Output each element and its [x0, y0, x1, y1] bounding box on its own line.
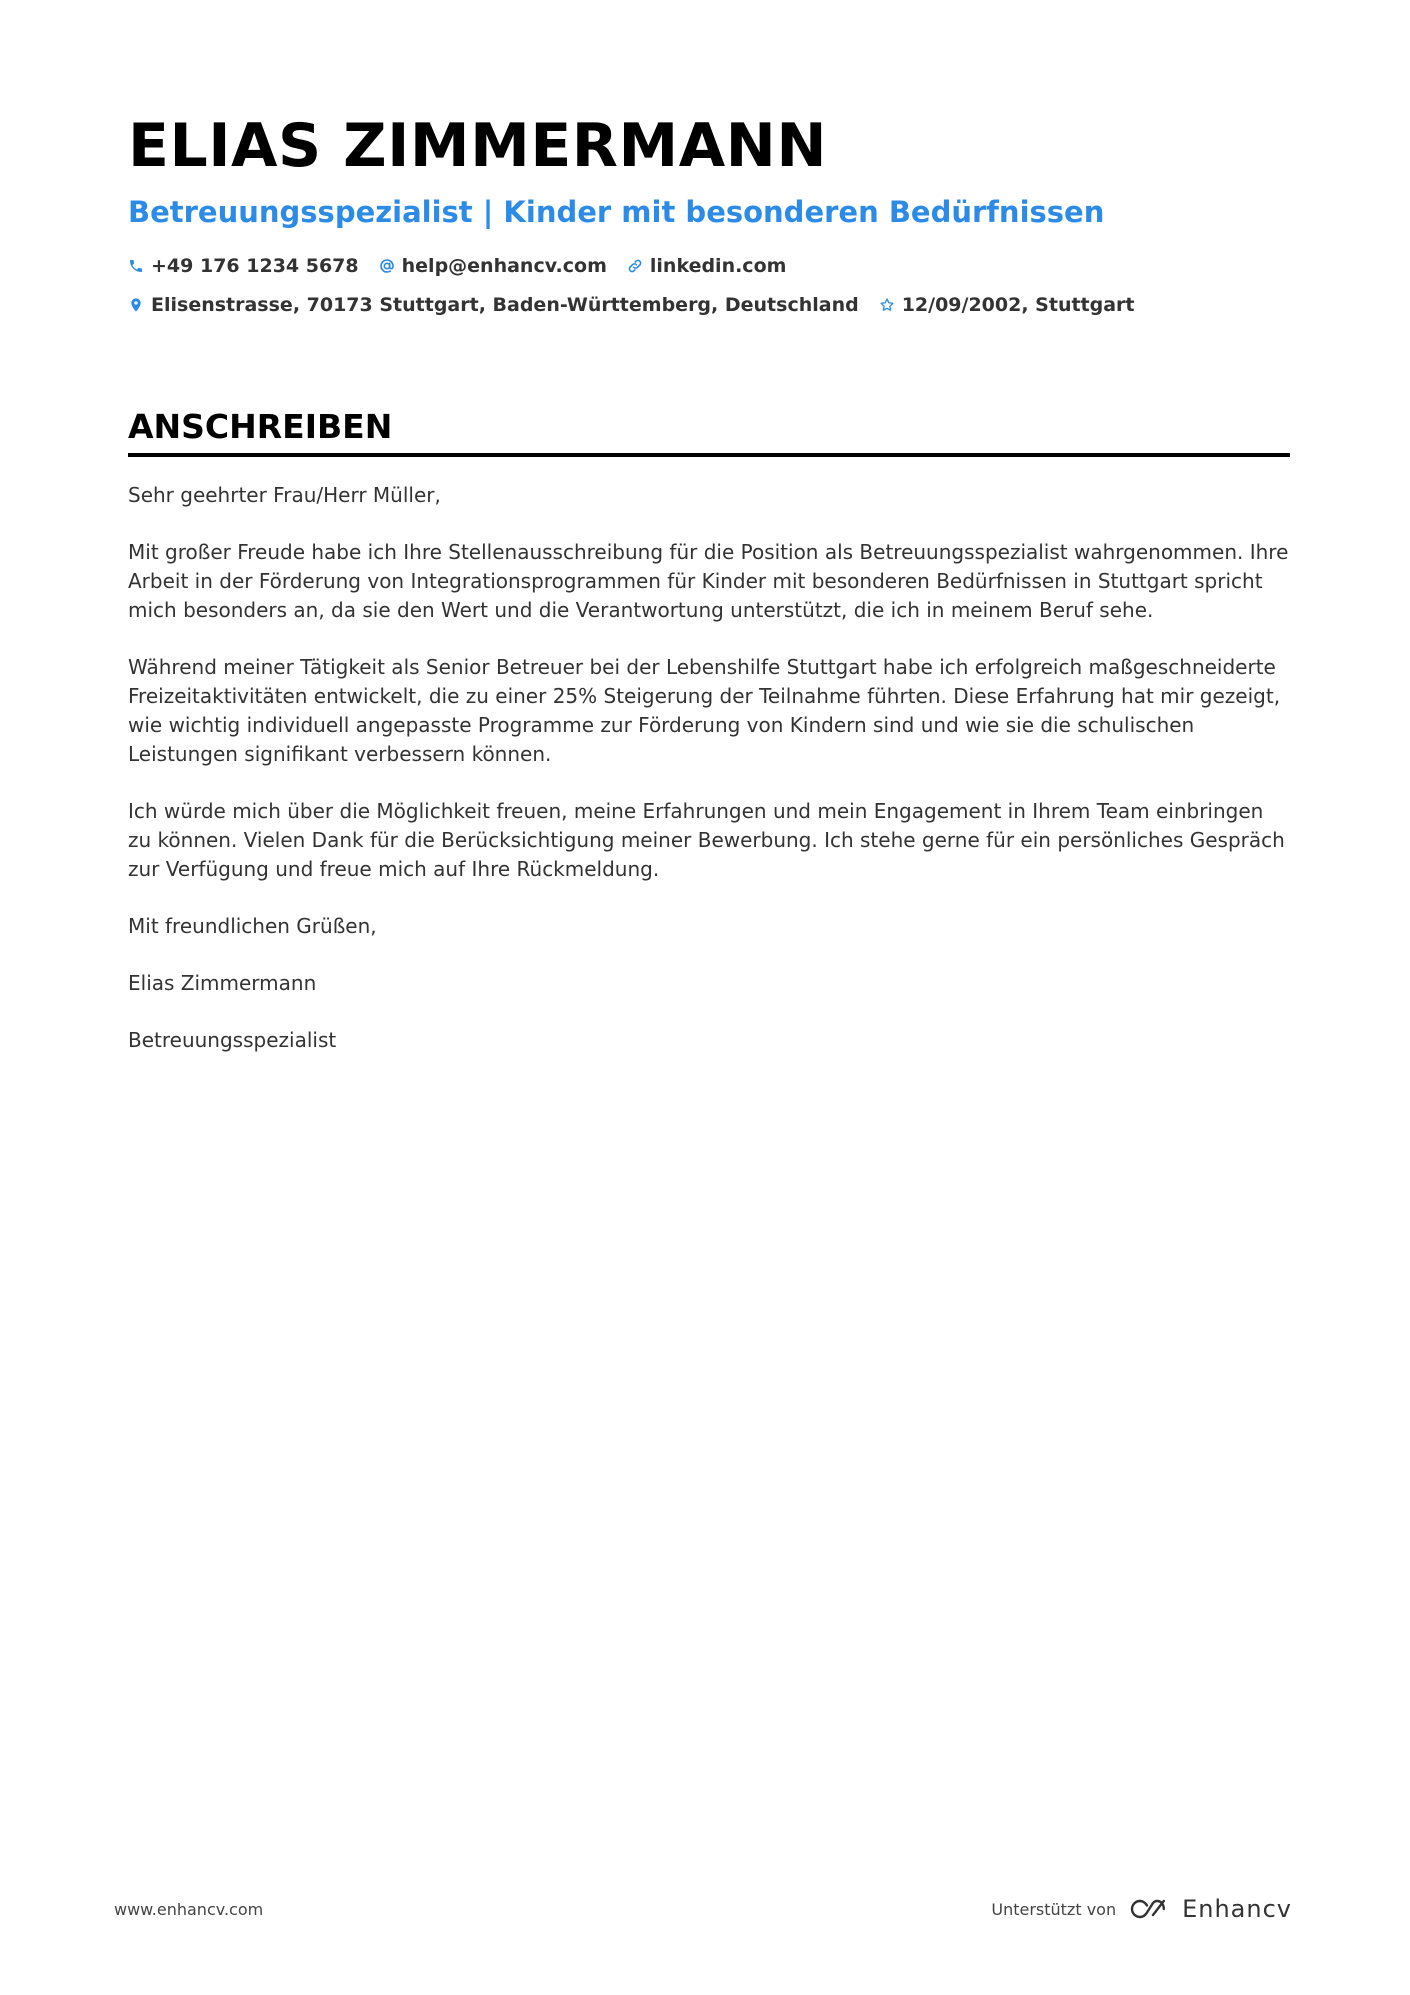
footer-url[interactable]: www.enhancv.com — [114, 1899, 264, 1919]
contact-address — [128, 294, 859, 316]
enhancv-logo-icon — [1128, 1897, 1174, 1921]
location-pin-icon — [128, 297, 144, 313]
contact-linkedin[interactable] — [627, 255, 787, 277]
closing: Mit freundlichen Grüßen, — [128, 914, 377, 938]
birth-text: 12/09/2002, Stuttgart — [901, 294, 1135, 316]
section-divider — [128, 453, 1290, 457]
contact-row-primary — [128, 252, 1288, 280]
linkedin-text[interactable]: linkedin.com — [649, 255, 787, 277]
contact-phone — [128, 255, 359, 277]
letter-body — [128, 481, 1290, 1055]
brand-name: Enhancv — [1182, 1895, 1292, 1923]
link-icon — [627, 258, 643, 274]
contact-email[interactable] — [379, 255, 607, 277]
brand-logo[interactable] — [1128, 1895, 1292, 1923]
at-icon — [379, 258, 395, 274]
phone-icon — [128, 258, 144, 274]
contact-birth — [879, 294, 1135, 316]
footer-brand — [991, 1895, 1292, 1923]
signature-name: Elias Zimmermann — [128, 971, 317, 995]
phone-text: +49 176 1234 5678 — [151, 255, 359, 277]
powered-by-text: Unterstützt von — [991, 1899, 1117, 1919]
cover-letter-section — [128, 405, 1290, 1083]
email-text[interactable]: help@enhancv.com — [401, 255, 607, 277]
header — [128, 110, 1288, 319]
contact-row-secondary — [128, 291, 1288, 319]
letter-paragraph-1: Mit großer Freude habe ich Ihre Stellenausschreibung für die Position als Betreuungsspezialist wahrgenommen. Ihre Arbeit in der Förderung von Integrationsprogrammen für Kinder mit besonderen Bedürfnissen in Stuttgart spricht mich besonders an, da sie den Wert und die Verantwortung unterstützt, die ich in meinem Beruf sehe. — [128, 540, 1289, 622]
address-text: Elisenstrasse, 70173 Stuttgart, Baden-Württemberg, Deutschland — [151, 294, 859, 316]
star-icon — [879, 297, 895, 313]
letter-paragraph-2: Während meiner Tätigkeit als Senior Betreuer bei der Lebenshilfe Stuttgart habe ich erfolgreich maßgeschneiderte Freizeitaktivitäten entwickelt, die zu einer 25% Steigerung der Teilnahme führten. Diese Erfahrung hat mir gezeigt, wie wichtig individuell angepasste Programme zur Förderung von Kindern sind und wie sie die schulischen Leistungen signifikant verbessern können. — [128, 655, 1281, 766]
signature-title: Betreuungsspezialist — [128, 1028, 337, 1052]
letter-paragraph-3: Ich würde mich über die Möglichkeit freuen, meine Erfahrungen und mein Engagement in Ihrem Team einbringen zu können. Vielen Dank für die Berücksichtigung meiner Bewerbung. Ich stehe gerne für ein persönliches Gespräch zur Verfügung und freue mich auf Ihre Rückmeldung. — [128, 799, 1285, 881]
job-title: Betreuungsspezialist | Kinder mit besonderen Bedürfnissen — [128, 195, 1105, 229]
section-title: ANSCHREIBEN — [128, 407, 393, 446]
salutation: Sehr geehrter Frau/Herr Müller, — [128, 483, 441, 507]
candidate-name: ELIAS ZIMMERMANN — [128, 111, 828, 181]
footer — [114, 1895, 1292, 1923]
